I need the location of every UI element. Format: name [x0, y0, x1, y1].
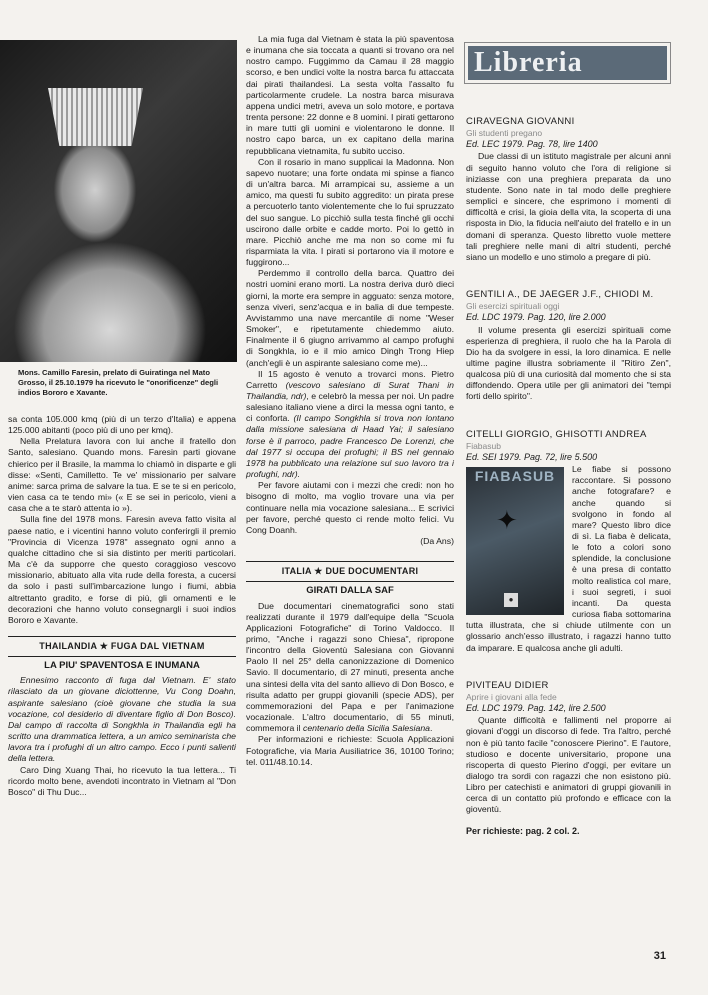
requests-note: Per richieste: pag. 2 col. 2.	[466, 825, 580, 836]
p5-text: , e celebrò la messa per noi. Un padre salesiano italiano viene a dirci la messa ogni tanto, e ci conforta.	[246, 391, 454, 424]
fish-icon: ✦	[496, 505, 518, 536]
article2-source: (Da Ans)	[420, 536, 454, 547]
article2-para	[246, 369, 454, 481]
libreria-title: Libreria	[468, 46, 667, 80]
book-title: Fiabasub	[466, 440, 501, 451]
p5-note: (vescovo salesiano di Surat Thani in Thailandia, ndr)	[246, 379, 455, 401]
book-title: Aprire i giovani alla fede	[466, 691, 557, 702]
article2-para: Perdemmo il controllo della barca. Quattro dei nostri uomini erano morti. La nostra deriva durò dieci giorni, la morte era sempre in agguato: senza motore, senza viveri, senz'acqua e in balia di due tempeste. Avvistammo una nave mercantile di nome "Weser Smoker", e ripetutamente chiedemmo aiuto. Finalmente il 6 giugno arrivammo al campo profughi di Songkhla, io e il mio amico Dingh Trong Hiep (anch'egli è un aspirante salesiano come me)...	[246, 268, 454, 368]
article2-para: Con il rosario in mano supplicai la Madonna. Non sapevo nuotare; una forte ondata mi spinse a fianco di un'altra barca. Mi arrampicai su, assieme a un amico, ma questi fu subito aggredito: un pirata prese a percuoterlo tanto violentemente che lo fui spruzzato del suo sangue. Lo picchiò sulla testa finché gli occhi uscirono dalle orbite e cadde morto. Poi lo gettò in mare. Picchiò anche me ma non so come mi fu risparmiata la vita. I pirati si portarono via il motore e fuggirono...	[246, 156, 454, 268]
article1-para: sa conta 105.000 kmq (più di un terzo d'Italia) e appena 125.000 abitanti (poco più di uno per kmq).	[8, 414, 236, 436]
book-review: Le fiabe si possono raccontare. Si possono anche fotografare? e anche quando si svolgono in fondo al mare? Questo libro dice di sì. La fiaba è delicata, le foto a colori sono splendide, la conclusione è una presa di contatto molto realistica col mare, i suoi segreti, i suoi incanti. Da questa curiosa fiaba sottomarina tutta illustrata, che si chiude utilmente con un glossario anch'esso illustrato, i ragazzi hanno tutto da imparare. E qualcosa anche gli adulti.	[466, 464, 671, 653]
cover-title: FIABASUB	[474, 468, 556, 485]
book-entry	[466, 680, 671, 816]
article3-title: GIRATI DALLA SAF	[246, 581, 454, 596]
book-entry	[466, 429, 671, 654]
article3-para: Per informazioni e richieste: Scuola Applicazioni Fotografiche, via Maria Ausiliatrice 36, 10100 Torino; tel. 011/48.10.14.	[246, 734, 454, 767]
article1-para: Nella Prelatura lavora con lui anche il fratello don Santo, salesiano. Quando mons. Faresin parti giovane chierico per il Brasile, la mamma lo chiamò in disparte e gli disse: «Senti, Camilletto. Te ve' missionario per salvare anime: sarca prima de salvare la tua. E se te si en pericolo, vien casa ca te tendo mi» (« E se sei in pericolo, vieni a casa che a te starò attenta io »).	[8, 436, 236, 514]
book-author: CIRAVEGNA GIOVANNI	[466, 116, 575, 127]
photo-caption: Mons. Camillo Faresin, prelato di Guiratinga nel Mato Grosso, il 25.10.1979 ha ricevuto le "onorificenze" degli indios Bororo e Xavante.	[18, 368, 219, 397]
photo-bishop	[0, 40, 237, 362]
book-entry	[466, 116, 671, 263]
p5-text: Il 15 agosto è venuto a trovarci mons. Pietro Carretto	[246, 368, 454, 390]
article2-para: La mia fuga dal Vietnam è stata la più spaventosa e inumana che sia toccata a quanti si trovano ora nel nostro campo. Fuggimmo da Camau il 28 maggio scorso, e ben undici volte la nostra barca fu attaccata dai pirati thailandesi. La sesta volta l'assalto fu particolarmente crudele. La nostra barca misurava appena undici metri, aveva un solo motore, e portava trenta persone: 22 donne e 8 uomini. I pirati gettarono in mare tutti gli uomini e violentarono le donne. Il nostro capo barca, un ex capitano della marina repubblicana vietnamita, fu subito ucciso.	[246, 34, 454, 156]
article3-para	[246, 601, 454, 735]
book-review: Il volume presenta gli esercizi spirituali come esperienza di preghiera, il ruolo che ha la Parola di Dio ha da svolgere in essi, la loro dinamica. E nelle ultime pagine illustra sobriamente il "Ritiro Zen", qualcosa più di una curiosità dal momento che si sta diffondendo. Opera utile per gli animatori dei "tempi forti dello spirito".	[466, 324, 671, 402]
section-rule	[246, 561, 454, 562]
publisher-logo-icon: ●	[504, 593, 518, 607]
book-author: GENTILI A., DE JAEGER J.F., CHIODI M.	[466, 289, 654, 301]
p1-italic: centenario della Sicilia Salesiana	[302, 723, 430, 734]
book-edition: Ed. SEI 1979. Pag. 72, lire 5.500	[466, 451, 598, 462]
column-2	[246, 34, 454, 768]
book-entry	[466, 289, 671, 403]
page-number: 31	[653, 950, 666, 962]
article2-signoff	[246, 536, 454, 547]
mitre-illustration	[48, 88, 143, 146]
book-cover-image	[466, 467, 564, 615]
article2-intro: Ennesimo racconto di fuga dal Vietnam. E' stato rilasciato da un giovane diciottenne, Vu Cong Doahn, aspirante salesiano (cioè giovane che studia la sua vocazione, col desiderio di diventare figlio di Don Bosco). Dal campo di raccolta di Songkhla in Thailandia egli ha scritto una drammatica lettera, a un amico seminarista che lavora tra i profughi di un altro campo. Ecco i punti salienti della lettera.	[8, 675, 236, 764]
book-review: Quante difficoltà e fallimenti nel proporre ai giovani d'oggi un discorso di fede. Tra l'altro, perché non è più tanto facile "conoscere Pierino". E l'autore, studioso e docente universitario, propone una riscoperta di questo Pierino d'oggi, per evitare un dialogo tra sordi con ragazzi che non esistono più. Libro per catechisti e animatori di gruppi giovanili in cerca di un contatto più profondo e efficace con la gioventù.	[466, 715, 671, 815]
book-title: Gli esercizi spirituali oggi	[466, 301, 560, 312]
article2-title: LA PIU' SPAVENTOSA E INUMANA	[8, 656, 236, 671]
p5-note: (Il campo Songkhla si trova non lontano dalla missione salesiana di Haad Yai; il salesiano forse è il parroco, padre Francesco De Lorenzi, che dal 1977 si occupa dei profughi; il BS nel gennaio 1978 ha pubblicato una relazione sul suo lavoro tra i profughi, ndr).	[246, 413, 454, 480]
book-edition: Ed. LDC 1979. Pag. 142, lire 2.500	[466, 703, 606, 714]
book-edition: Ed. LDC 1979. Pag. 120, lire 2.000	[466, 312, 606, 323]
book-review: Due classi di un istituto magistrale per alcuni anni di seguito hanno voluto che l'ora di religione si iniziasse con una preghiera preparata da uno studente. Sono nate in tal modo delle preghiere semplici e sincere, che esprimono i momenti di difficoltà e crisi, la gioia della vita, la scoperta di una risposta in Dio, la fiducia nell'aiuto del fratello e in un domani di speranza. Questo libretto vuole mettere tali preghiere nelle mani di altri studenti, perché siano un modello e uno stimolo a pregare di più.	[466, 151, 671, 262]
article1-para: Sulla fine del 1978 mons. Faresin aveva fatto visita al paese natio, e i vicentini hanno voluto conferirgli il premio "Provincia di Vicenza 1978" assegnato ogni anno a qualche cittadino che si sia distinto per meriti particolari. Ma c'è da supporre che questo coraggioso vescovo missionario, abituato alla vita rude della foresta, a cucersi da solo i pasti sull'imbarcazione lungo i fiumi, abbia altrettanto gradito, e forse di più, gli ornamenti e le decorazioni che hanno voluto consegnargli i suoi indios Bororo e Xavante.	[8, 514, 236, 625]
book-title: Gli studenti pregano	[466, 128, 543, 139]
column-1	[8, 414, 236, 798]
libreria-header	[464, 42, 671, 84]
p1-text: .	[429, 723, 433, 734]
article2-kicker: THAILANDIA ★ FUGA DAL VIETNAM	[39, 640, 205, 651]
column-3	[466, 116, 671, 837]
p1-text: Due documentari cinematografici sono stati realizzati durante il 1979 dall'equipe della "Scuola Applicazioni Fotografiche" di Torino Valdocco. Il primo, "Anche i ragazzi sono Chiesa", ripropone l'incontro della Gioventù Salesiana con Giovanni Paolo II nel 25° della canonizzazione di Domenico Savio. Il documentario, di 27 minuti, presenta anche una sintesi della vita del santo allievo di Don Bosco, e risulta adatto per gruppi giovanili (specie ADS), per commemorazioni del Papa e per l'animazione vocazionale. L'altro documentario, di 55 minuti, commemora il	[246, 600, 454, 734]
book-author: CITELLI GIORGIO, GHISOTTI ANDREA	[466, 428, 647, 440]
book-edition: Ed. LEC 1979. Pag. 78, lire 1400	[466, 139, 598, 150]
article2-para: Caro Ding Xuang Thai, ho ricevuto la tua lettera... Ti ricordo molto bene, avendoti incontrato in Vietnam al "Don Bosco" di Thu Duc...	[8, 764, 236, 797]
section-rule	[8, 636, 236, 637]
article2-para: Per favore aiutami con i mezzi che credi: non ho bisogno di molto, ma voglio trovare una via per continuare nella mia vocazione salesiana... E scrivici per favore, perché questo ci rende molto felici. Vu Cong Doanh.	[246, 480, 454, 535]
article3-kicker: ITALIA ★ DUE DOCUMENTARI	[281, 566, 419, 577]
book-author: PIVITEAU DIDIER	[466, 679, 549, 691]
